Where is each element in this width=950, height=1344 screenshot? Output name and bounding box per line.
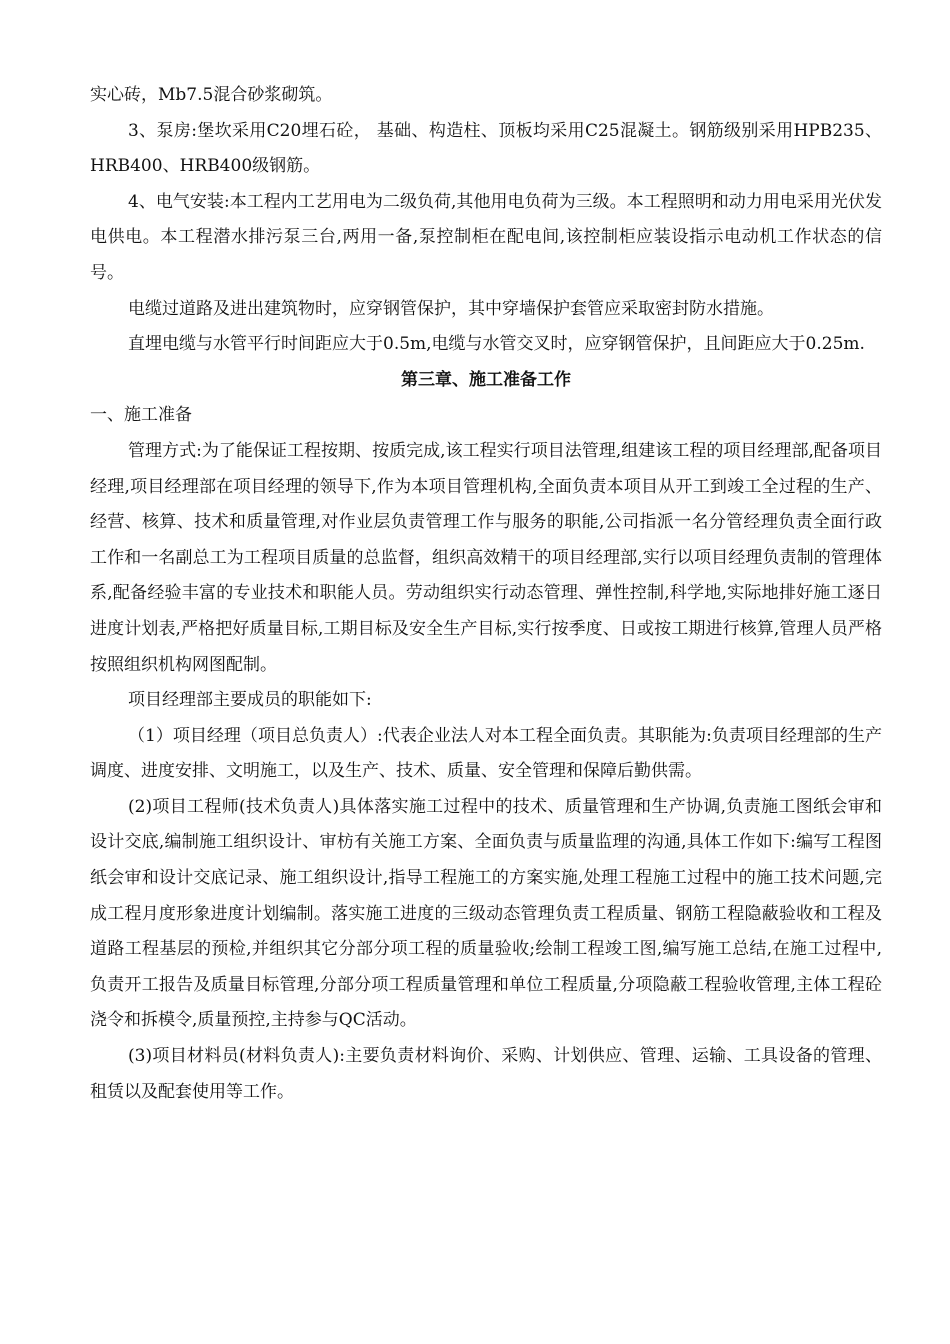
- paragraph-members-intro: 项目经理部主要成员的职能如下:: [128, 690, 372, 711]
- paragraph-cable-spacing: 直埋电缆与水管平行时间距应大于0.5m,电缆与水管交叉时，应穿钢管保护，且间距应大于0.25m.: [128, 334, 865, 355]
- paragraph-continuation: 实心砖，Mb7.5混合砂浆砌筑。: [90, 85, 333, 105]
- paragraph-project-manager: （1）项目经理（项目总负责人）:代表企业法人对本工程全面负责。其职能为:负责项目经理部的生产调度、进度安排、文明施工，以及生产、技术、质量、安全管理和保障后勤供需。: [90, 725, 882, 782]
- section-heading: 一、施工准备: [90, 405, 192, 426]
- document-page: [90, 78, 882, 1110]
- paragraph-project-engineer: (2)项目工程师(技术负责人)具体落实施工过程中的技术、质量管理和生产协调,负责施工图纸会审和设计交底,编制施工组织设计、审枋有关施工方案、全面负责与质量监理的沟通,具体工作如下:编写工程图纸会审和设计交底记录、施工组织设计,指导工程施工的方案实施,处理工程施工过程中的施工技术问题,完成工程月度形象进度计划编制。落实施工进度的三级动态管理负责工程质量、钢筋工程隐蔽验收和工程及道路工程基层的预检,并组织其它分部分项工程的质量验收;绘制工程竣工图,编写施工总结,在施工过程中,负责开工报告及质量目标管理,分部分项工程质量管理和单位工程质量,分项隐蔽工程验收管理,主体工程砼浇令和拆模令,质量预控,主持参与QC活动。: [90, 796, 882, 1031]
- paragraph-electrical: 4、电气安装:本工程内工艺用电为二级负荷,其他用电负荷为三级。本工程照明和动力用电采用光伏发电供电。本工程潜水排污泵三台,两用一备,泵控制柜在配电间,该控制柜应装设指示电动机工作状态的信号。: [90, 191, 882, 283]
- paragraph-management: 管理方式:为了能保证工程按期、按质完成,该工程实行项目法管理,组建该工程的项目经理部,配备项目经理,项目经理部在项目经理的领导下,作为本项目管理机构,全面负责本项目从开工到竣工全过程的生产、经营、核算、技术和质量管理,对作业层负责管理工作与服务的职能,公司指派一名分管经理负责全面行政工作和一名副总工为工程项目质量的总监督，组织高效精干的项目经理部,实行以项目经理负责制的管理体系,配备经验丰富的专业技术和职能人员。劳动组织实行动态管理、弹性控制,科学地,实际地排好施工逐日进度计划表,严格把好质量目标,工期目标及安全生产目标,实行按季度、日或按工期进行核算,管理人员严格按照组织机构网图配制。: [90, 440, 882, 675]
- paragraph-materials-officer: (3)项目材料员(材料负责人):主要负责材料询价、采购、计划供应、管理、运输、工具设备的管理、租赁以及配套使用等工作。: [90, 1046, 882, 1102]
- paragraph-cable-protection: 电缆过道路及进出建筑物时，应穿钢管保护，其中穿墙保护套管应采取密封防水措施。: [128, 298, 774, 319]
- chapter-title: 第三章、施工准备工作: [401, 369, 571, 390]
- paragraph-pump-room: 3、泵房:堡坎采用C20埋石砼， 基础、构造柱、顶板均采用C25混凝土。钢筋级别采用HPB235、HRB400、HRB400级钢筋。: [90, 120, 882, 177]
